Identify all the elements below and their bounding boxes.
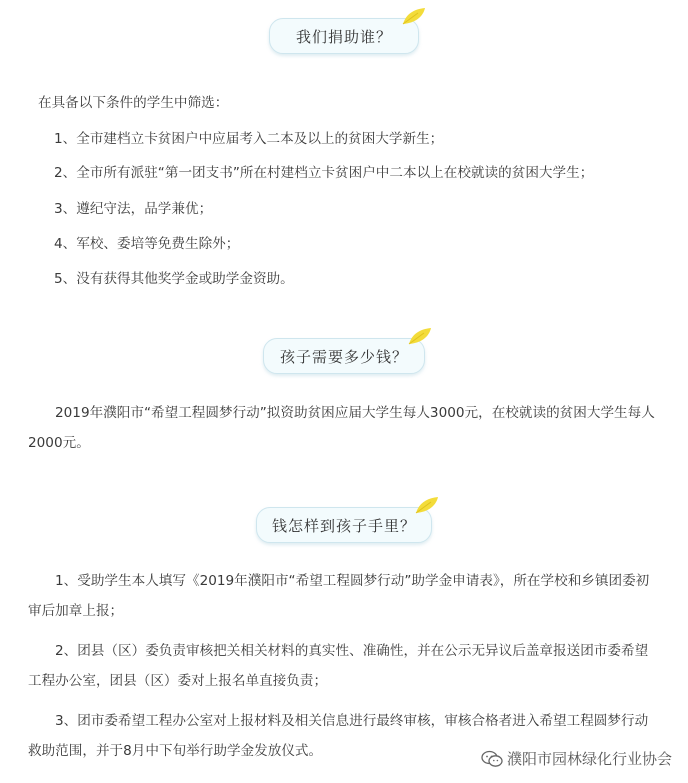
- title-pill: [269, 18, 419, 54]
- section-title: 我们捐助谁？: [295, 27, 392, 46]
- leaf-icon: [406, 325, 434, 347]
- list-item: 5、没有获得其他奖学金或助学金资助。: [54, 271, 294, 287]
- watermark-text: 濮阳市园林绿化行业协会: [506, 750, 672, 768]
- process-step: 3、团市委希望工程办公室对上报材料及相关信息进行最终审核，审核合格者进入希望工程圆梦行动救助范围，并于8月中下旬举行助学金发放仪式。: [28, 713, 649, 759]
- title-pill: [263, 338, 425, 374]
- list-item: 2、全市所有派驻“第一团支书”所在村建档立卡贫困户中二本以上在校就读的贫困大学生；: [54, 165, 594, 181]
- wechat-icon: [481, 750, 503, 768]
- watermark: [481, 748, 672, 769]
- title-pill: [256, 507, 432, 543]
- amount-text: 2019年濮阳市“希望工程圆梦行动”拟资助贫困应届大学生每人3000元，在校就读的贫困大学生每人2000元。: [28, 405, 655, 451]
- leaf-icon: [413, 494, 441, 516]
- list-item: 1、全市建档立卡贫困户中应届考入二本及以上的贫困大学新生；: [54, 131, 444, 147]
- section-title: 孩子需要多少钱？: [280, 347, 409, 366]
- section-header-how-much: [0, 338, 688, 374]
- list-item: 3、遵纪守法，品学兼优；: [54, 201, 213, 217]
- section-header-who: [0, 18, 688, 54]
- intro-text: 在具备以下条件的学生中筛选：: [38, 95, 229, 111]
- leaf-icon: [400, 5, 428, 27]
- process-step: 1、受助学生本人填写《2019年濮阳市“希望工程圆梦行动”助学金申请表》，所在学校和乡镇团委初审后加章上报；: [28, 573, 650, 619]
- section-title: 钱怎样到孩子手里？: [272, 516, 417, 535]
- process-step: 2、团县（区）委负责审核把关相关材料的真实性、准确性，并在公示无异议后盖章报送团市委希望工程办公室，团县（区）委对上报名单直接负责；: [28, 643, 649, 689]
- list-item: 4、军校、委培等免费生除外；: [54, 236, 240, 252]
- section-header-how-delivered: [0, 507, 688, 543]
